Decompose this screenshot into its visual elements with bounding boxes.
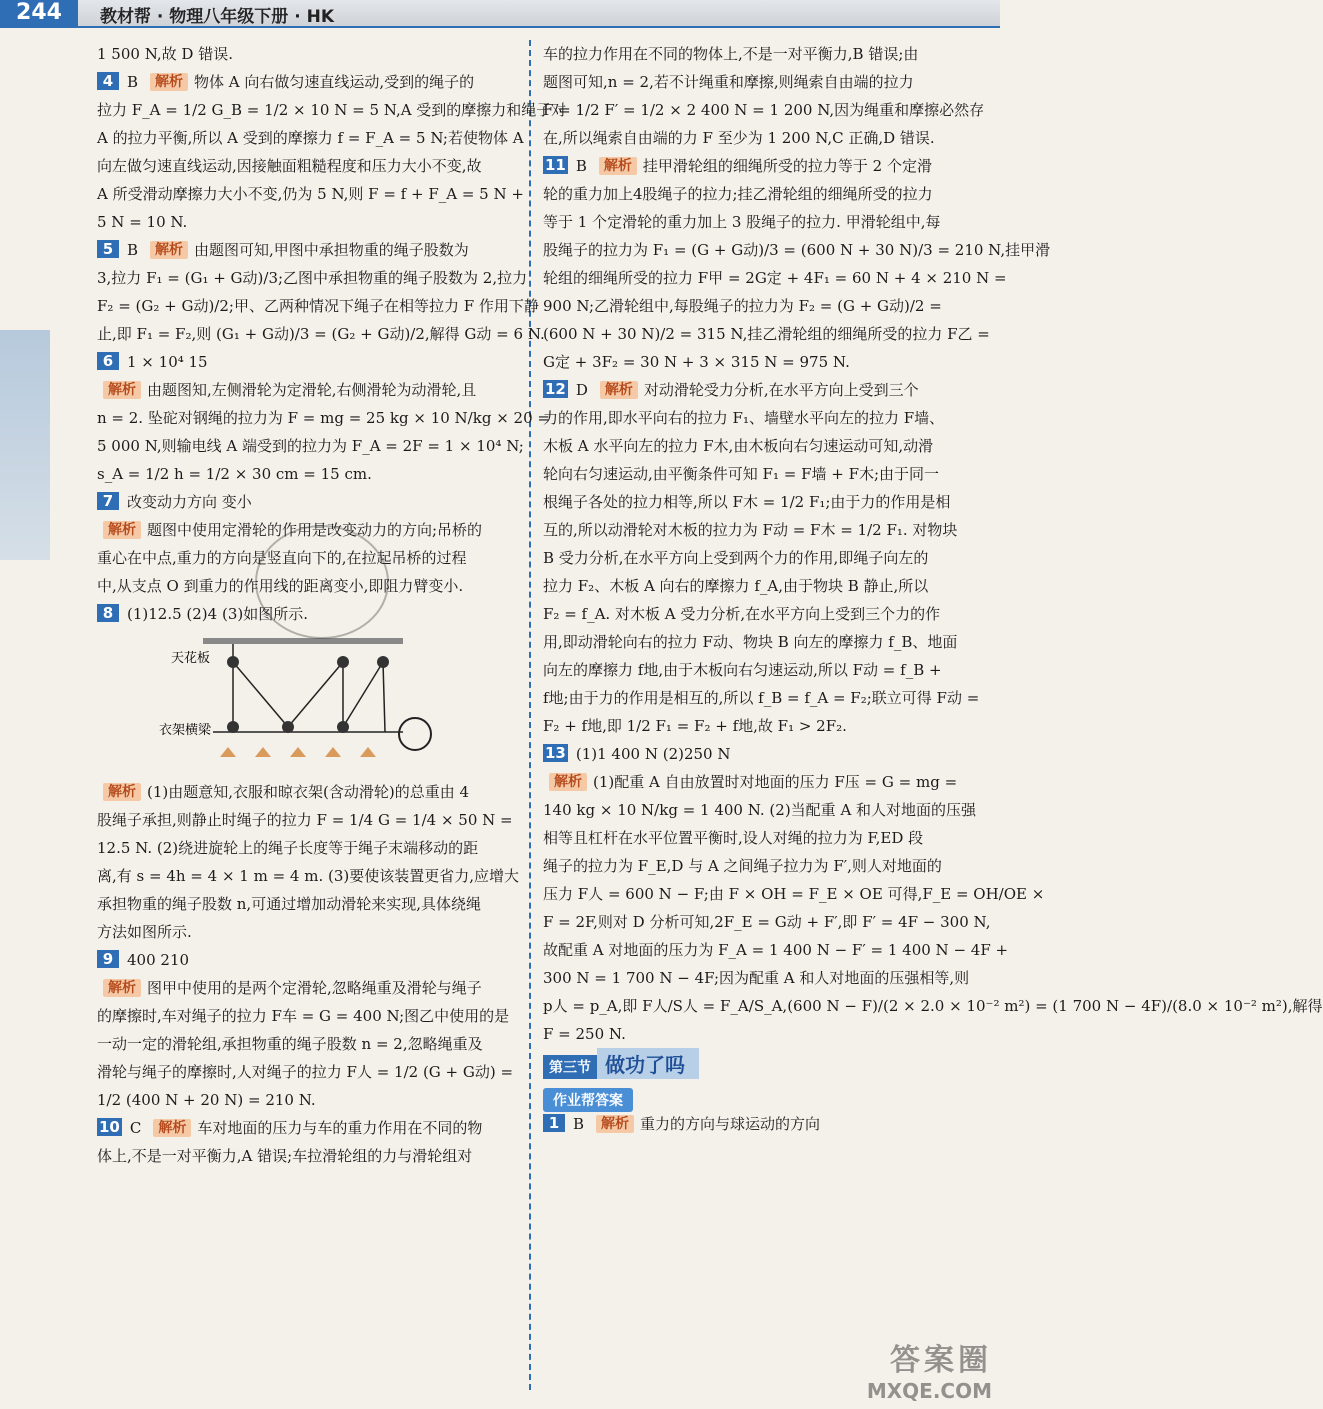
explanation-text: 图甲中使用的是两个定滑轮,忽略绳重及滑轮与绳子 bbox=[147, 979, 482, 997]
text-line: 压力 F人 = 600 N − F;由 F × OH = F_E × OE 可得,F_E = OH/OE × bbox=[543, 885, 1045, 903]
answer-text: 1 × 10⁴ 15 bbox=[127, 353, 208, 371]
question-line bbox=[97, 376, 529, 404]
text-line: 轮的重力加上4股绳子的拉力;挂乙滑轮组的细绳所受的拉力 bbox=[543, 185, 933, 203]
ceiling-beam bbox=[203, 638, 403, 644]
question-line bbox=[543, 152, 969, 180]
answer-text: 改变动力方向 变小 bbox=[127, 493, 252, 511]
explanation-text: 物体 A 向右做匀速直线运动,受到的绳子的 bbox=[194, 73, 475, 91]
question-line bbox=[97, 236, 529, 264]
text-line: 故配重 A 对地面的压力为 F_A = 1 400 N − F′ = 1 400 N − 4F + bbox=[543, 941, 1009, 959]
text-line: A 所受滑动摩擦力大小不变,仍为 5 N,则 F = f + F_A = 5 N + bbox=[97, 185, 524, 203]
text-line: 1 500 N,故 D 错误. bbox=[97, 45, 233, 63]
answer-text: C bbox=[129, 1119, 142, 1137]
text-line: 向左做匀速直线运动,因接触面粗糙程度和压力大小不变,故 bbox=[97, 157, 482, 175]
answer-text: D bbox=[575, 381, 588, 399]
text-line: 中,从支点 O 到重力的作用线的距离变小,即阻力臂变小. bbox=[97, 577, 464, 595]
rope-lines bbox=[213, 644, 403, 732]
answer-text: 400 210 bbox=[127, 951, 190, 969]
watermark-bottom: MXQE.COM bbox=[866, 1379, 992, 1403]
explanation-text: (1)由题意知,衣服和晾衣架(含动滑轮)的总重由 4 bbox=[147, 783, 470, 801]
watermark-stamp bbox=[255, 525, 389, 639]
label-ceiling: 天花板 bbox=[171, 651, 211, 666]
question-number: 9 bbox=[97, 950, 119, 968]
right-column bbox=[543, 40, 1323, 1138]
text-line: 题图可知,n = 2,若不计绳重和摩擦,则绳索自由端的拉力 bbox=[543, 73, 914, 91]
question-line bbox=[97, 488, 529, 516]
text-line: f地;由于力的作用是相互的,所以 f_B = f_A = F₂;联立可得 F动 = bbox=[543, 689, 980, 707]
analysis-tag: 解析 bbox=[599, 157, 637, 175]
page-number: 244 bbox=[0, 0, 78, 26]
section-title: 做功了吗 bbox=[597, 1048, 699, 1079]
text-line: 绳子的拉力为 F_E,D 与 A 之间绳子拉力为 F′,则人对地面的 bbox=[543, 857, 942, 875]
question-number: 12 bbox=[545, 380, 566, 398]
analysis-tag: 解析 bbox=[549, 773, 587, 791]
text-line: 拉力 F_A = 1/2 G_B = 1/2 × 10 N = 5 N,A 受到的摩擦力和绳子对 bbox=[97, 101, 567, 119]
explanation-text: 题图中使用定滑轮的作用是改变动力的方向;吊桥的 bbox=[147, 521, 483, 539]
question-line bbox=[543, 376, 969, 404]
explanation-text: 由题图知,左侧滑轮为定滑轮,右侧滑轮为动滑轮,且 bbox=[147, 381, 477, 399]
question-number: 7 bbox=[97, 492, 119, 510]
label-crossbar: 衣架横梁 bbox=[159, 723, 212, 738]
explanation-text: 车对地面的压力与车的重力作用在不同的物 bbox=[197, 1119, 483, 1137]
text-line: 轮组的细绳所受的拉力 F甲 = 2G定 + 4F₁ = 60 N + 4 × 210 N = bbox=[543, 269, 1007, 287]
text-line: 1/2 (400 N + 20 N) = 210 N. bbox=[97, 1091, 316, 1109]
question-line bbox=[97, 946, 529, 974]
text-line: 股绳子的拉力为 F₁ = (G + G动)/3 = (600 N + 30 N)/3 = 210 N,挂甲滑 bbox=[543, 241, 1051, 259]
question-number: 13 bbox=[545, 744, 566, 762]
text-line: 互的,所以动滑轮对木板的拉力为 F动 = F木 = 1/2 F₁. 对物块 bbox=[543, 521, 958, 539]
analysis-tag: 解析 bbox=[103, 979, 141, 997]
text-line: 根绳子各处的拉力相等,所以 F木 = 1/2 F₁;由于力的作用是相 bbox=[543, 493, 951, 511]
text-line: 300 N = 1 700 N − 4F;因为配重 A 和人对地面的压强相等,则 bbox=[543, 969, 970, 987]
section-heading bbox=[543, 1048, 969, 1082]
text-line: (600 N + 30 N)/2 = 315 N,挂乙滑轮组的细绳所受的拉力 F乙 = bbox=[543, 325, 990, 343]
answer-text: B bbox=[575, 157, 587, 175]
text-line: 股绳子承担,则静止时绳子的拉力 F = 1/4 G = 1/4 × 50 N = bbox=[97, 811, 513, 829]
text-line: 木板 A 水平向左的拉力 F木,由木板向右匀速运动可知,动滑 bbox=[543, 437, 934, 455]
pulley-figure bbox=[103, 632, 443, 772]
text-line: B 受力分析,在水平方向上受到两个力的作用,即绳子向左的 bbox=[543, 549, 929, 567]
answer-text: B bbox=[573, 1115, 585, 1133]
page-header bbox=[0, 0, 1000, 28]
text-line: s_A = 1/2 h = 1/2 × 30 cm = 15 cm. bbox=[97, 465, 372, 483]
question-line bbox=[543, 768, 969, 796]
side-decoration bbox=[0, 330, 50, 560]
text-line: F = 2F,则对 D 分析可知,2F_E = G动 + F′,即 F′ = 4F − 300 N, bbox=[543, 913, 991, 931]
question-line bbox=[97, 974, 529, 1002]
text-line: 离,有 s = 4h = 4 × 1 m = 4 m. (3)要使该装置更省力,应增大 bbox=[97, 867, 520, 885]
crank-wheel bbox=[399, 718, 431, 750]
text-line: 向左的摩擦力 f地,由于木板向右匀速运动,所以 F动 = f_B + bbox=[543, 661, 942, 679]
text-line: 滑轮与绳子的摩擦时,人对绳子的拉力 F人 = 1/2 (G + G动) = bbox=[97, 1063, 514, 1081]
text-line: 3,拉力 F₁ = (G₁ + G动)/3;乙图中承担物重的绳子股数为 2,拉力 bbox=[97, 269, 528, 287]
clothes-hooks bbox=[220, 747, 376, 757]
text-line: 拉力 F₂、木板 A 向右的摩擦力 f_A,由于物块 B 静止,所以 bbox=[543, 577, 929, 595]
answer-text: B bbox=[127, 241, 139, 259]
text-line: 等于 1 个定滑轮的重力加上 3 股绳子的拉力. 甲滑轮组中,每 bbox=[543, 213, 941, 231]
question-number: 5 bbox=[97, 240, 119, 258]
analysis-tag: 解析 bbox=[596, 1115, 634, 1133]
question-number: 10 bbox=[99, 1118, 120, 1136]
text-line: A 的拉力平衡,所以 A 受到的摩擦力 f = F_A = 5 N;若使物体 A bbox=[97, 129, 524, 147]
question-line bbox=[97, 348, 529, 376]
watermark-top: 答案圈 bbox=[890, 1343, 992, 1378]
text-line: n = 2. 坠砣对钢绳的拉力为 F = mg = 25 kg × 10 N/kg × 20 = bbox=[97, 409, 550, 427]
text-line: 承担物重的绳子股数 n,可通过增加动滑轮来实现,具体绕绳 bbox=[97, 895, 481, 913]
explanation-text: 挂甲滑轮组的细绳所受的拉力等于 2 个定滑 bbox=[642, 157, 932, 175]
question-line bbox=[543, 740, 969, 768]
text-line: 止,即 F₁ = F₂,则 (G₁ + G动)/3 = (G₂ + G动)/2,解得 G动 = 6 N. bbox=[97, 325, 545, 343]
text-line: F = 250 N. bbox=[543, 1025, 626, 1043]
text-line: G定 + 3F₂ = 30 N + 3 × 315 N = 975 N. bbox=[543, 353, 850, 371]
question-line bbox=[543, 1110, 969, 1138]
question-number: 1 bbox=[543, 1114, 565, 1132]
text-line: 在,所以绳索自由端的力 F 至少为 1 200 N,C 正确,D 错误. bbox=[543, 129, 935, 147]
question-number: 6 bbox=[97, 352, 119, 370]
question-line bbox=[97, 778, 529, 806]
text-line: 轮向右匀速运动,由平衡条件可知 F₁ = F墙 + F木;由于同一 bbox=[543, 465, 940, 483]
analysis-tag: 解析 bbox=[103, 381, 141, 399]
homework-label: 作业帮答案 bbox=[543, 1088, 633, 1112]
question-number: 4 bbox=[97, 72, 119, 90]
text-line: 一动一定的滑轮组,承担物重的绳子股数 n = 2,忽略绳重及 bbox=[97, 1035, 483, 1053]
analysis-tag: 解析 bbox=[150, 73, 188, 91]
text-line: 相等且杠杆在水平位置平衡时,设人对绳的拉力为 F,ED 段 bbox=[543, 829, 924, 847]
text-line: 900 N;乙滑轮组中,每股绳子的拉力为 F₂ = (G + G动)/2 = bbox=[543, 297, 942, 315]
text-line: 140 kg × 10 N/kg = 1 400 N. (2)当配重 A 和人对地面的压强 bbox=[543, 801, 977, 819]
answer-text: (1)1 400 N (2)250 N bbox=[575, 745, 731, 763]
pulley-wheels bbox=[227, 656, 389, 733]
text-line: p人 = p_A,即 F人/S人 = F_A/S_A,(600 N − F)/(2 × 2.0 × 10⁻² m²) = (1 700 N − 4F)/(8.0 × 10⁻² m²),解得 bbox=[543, 997, 1323, 1015]
column-divider bbox=[529, 40, 531, 1390]
text-line: 体上,不是一对平衡力,A 错误;车拉滑轮组的力与滑轮组对 bbox=[97, 1147, 473, 1165]
explanation-text: (1)配重 A 自由放置时对地面的压力 F压 = G = mg = bbox=[593, 773, 958, 791]
text-line: 重心在中点,重力的方向是竖直向下的,在拉起吊桥的过程 bbox=[97, 549, 467, 567]
text-line: F₂ + f地,即 1/2 F₁ = F₂ + f地,故 F₁ > 2F₂. bbox=[543, 717, 847, 735]
text-line: 用,即动滑轮向右的拉力 F动、物块 B 向左的摩擦力 f_B、地面 bbox=[543, 633, 958, 651]
explanation-text: 重力的方向与球运动的方向 bbox=[640, 1115, 821, 1133]
analysis-tag: 解析 bbox=[103, 783, 141, 801]
answer-text: (1)12.5 (2)4 (3)如图所示. bbox=[127, 605, 308, 623]
text-line: 12.5 N. (2)绕进旋轮上的绳子长度等于绳子末端移动的距 bbox=[97, 839, 479, 857]
text-line: 的摩擦时,车对绳子的拉力 F车 = G = 400 N;图乙中使用的是 bbox=[97, 1007, 510, 1025]
section-tag: 第三节 bbox=[543, 1055, 597, 1079]
text-line: 车的拉力作用在不同的物体上,不是一对平衡力,B 错误;由 bbox=[543, 45, 919, 63]
answer-text: B bbox=[127, 73, 139, 91]
explanation-text: 对动滑轮受力分析,在水平方向上受到三个 bbox=[643, 381, 919, 399]
corner-watermark bbox=[867, 1335, 992, 1403]
question-number: 11 bbox=[545, 156, 566, 174]
question-line bbox=[97, 1114, 529, 1142]
text-line: F₂ = (G₂ + G动)/2;甲、乙两种情况下绳子在相等拉力 F 作用下静 bbox=[97, 297, 539, 315]
text-line: F = 1/2 F′ = 1/2 × 2 400 N = 1 200 N,因为绳重和摩擦必然存 bbox=[543, 101, 985, 119]
question-number: 8 bbox=[97, 604, 119, 622]
homework-heading bbox=[543, 1082, 969, 1110]
question-line bbox=[97, 68, 529, 96]
text-line: 方法如图所示. bbox=[97, 923, 192, 941]
book-title: 教材帮 · 物理八年级下册 · HK bbox=[100, 7, 334, 27]
text-line: 5 N = 10 N. bbox=[97, 213, 188, 231]
analysis-tag: 解析 bbox=[153, 1119, 191, 1137]
analysis-tag: 解析 bbox=[600, 381, 638, 399]
text-line: 5 000 N,则输电线 A 端受到的拉力为 F_A = 2F = 1 × 10⁴ N; bbox=[97, 437, 524, 455]
text-line: 力的作用,即水平向右的拉力 F₁、墙壁水平向左的拉力 F墙、 bbox=[543, 409, 945, 427]
analysis-tag: 解析 bbox=[103, 521, 141, 539]
explanation-text: 由题图可知,甲图中承担物重的绳子股数为 bbox=[194, 241, 469, 259]
analysis-tag: 解析 bbox=[150, 241, 188, 259]
text-line: F₂ = f_A. 对木板 A 受力分析,在水平方向上受到三个力的作 bbox=[543, 605, 941, 623]
